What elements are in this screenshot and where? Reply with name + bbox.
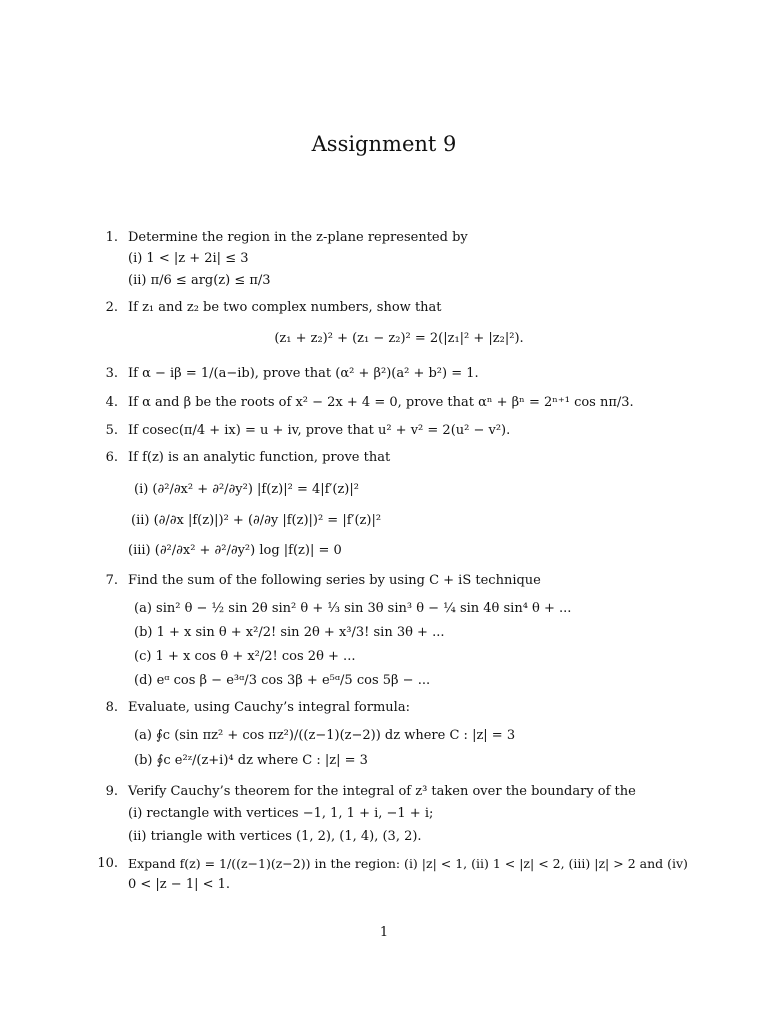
question-number: 8. <box>105 700 118 715</box>
question-6-part-ii: (ii) (∂/∂x |f(z)|)² + (∂/∂y |f(z)|)² = |f′(z)|² <box>131 513 382 528</box>
question-8-part-b: (b) ∮c e²ᶻ/(z+i)⁴ dz where C : |z| = 3 <box>134 753 368 768</box>
question-8-part-a: (a) ∮c (sin πz² + cos πz²)/((z−1)(z−2)) dz where C : |z| = 3 <box>134 728 516 743</box>
question-number: 7. <box>105 573 118 588</box>
question-number: 5. <box>105 423 118 438</box>
question-text: Determine the region in the z-plane represented by <box>128 230 468 245</box>
question-9-part-i: (i) rectangle with vertices −1, 1, 1 + i, −1 + i; <box>128 806 434 821</box>
question-number: 9. <box>105 784 118 799</box>
question-9-part-ii: (ii) triangle with vertices (1, 2), (1, 4), (3, 2). <box>128 829 422 844</box>
question-text: If f(z) is an analytic function, prove that <box>128 450 391 465</box>
question-7-part-c: (c) 1 + x cos θ + x²/2! cos 2θ + ... <box>134 649 356 664</box>
page-number: 1 <box>379 925 389 940</box>
question-text: If α − iβ = 1/(a−ib), prove that (α² + β²)(a² + b²) = 1. <box>128 366 479 381</box>
question-text: Expand f(z) = 1/((z−1)(z−2)) in the region: (i) |z| < 1, (ii) 1 < |z| < 2, (iii) |z| > 2 and (iv) <box>128 856 688 871</box>
question-2-display-equation: (z₁ + z₂)² + (z₁ − z₂)² = 2(|z₁|² + |z₂|²). <box>274 331 524 346</box>
question-1-part-i: (i) 1 < |z + 2i| ≤ 3 <box>128 251 249 266</box>
question-number: 1. <box>105 230 118 245</box>
page-title: Assignment 9 <box>311 132 457 156</box>
question-text: If α and β be the roots of x² − 2x + 4 = 0, prove that αⁿ + βⁿ = 2ⁿ⁺¹ cos nπ/3. <box>128 395 634 410</box>
question-6-part-iii: (iii) (∂²/∂x² + ∂²/∂y²) log |f(z)| = 0 <box>128 543 342 558</box>
question-10-continuation: 0 < |z − 1| < 1. <box>128 877 231 892</box>
question-text: Evaluate, using Cauchy’s integral formula: <box>128 700 410 715</box>
question-number: 6. <box>105 450 118 465</box>
question-6-part-i: (i) (∂²/∂x² + ∂²/∂y²) |f(z)|² = 4|f′(z)|² <box>134 482 359 497</box>
question-7-part-b: (b) 1 + x sin θ + x²/2! sin 2θ + x³/3! sin 3θ + ... <box>134 625 445 640</box>
question-7-part-d: (d) eᵅ cos β − e³ᵅ/3 cos 3β + e⁵ᵅ/5 cos 5β − ... <box>134 673 431 688</box>
question-text: Find the sum of the following series by using C + iS technique <box>128 573 541 588</box>
question-1-part-ii: (ii) π/6 ≤ arg(z) ≤ π/3 <box>128 273 271 288</box>
question-7-part-a: (a) sin² θ − ½ sin 2θ sin² θ + ⅓ sin 3θ sin³ θ − ¼ sin 4θ sin⁴ θ + ... <box>134 601 572 616</box>
question-text: If cosec(π/4 + ix) = u + iv, prove that u² + v² = 2(u² − v²). <box>128 423 511 438</box>
question-text: Verify Cauchy’s theorem for the integral of z³ taken over the boundary of the <box>128 784 636 799</box>
question-text: If z₁ and z₂ be two complex numbers, show that <box>128 300 442 315</box>
question-number: 4. <box>105 395 118 410</box>
question-number: 10. <box>97 856 118 871</box>
question-number: 3. <box>105 366 118 381</box>
question-number: 2. <box>105 300 118 315</box>
